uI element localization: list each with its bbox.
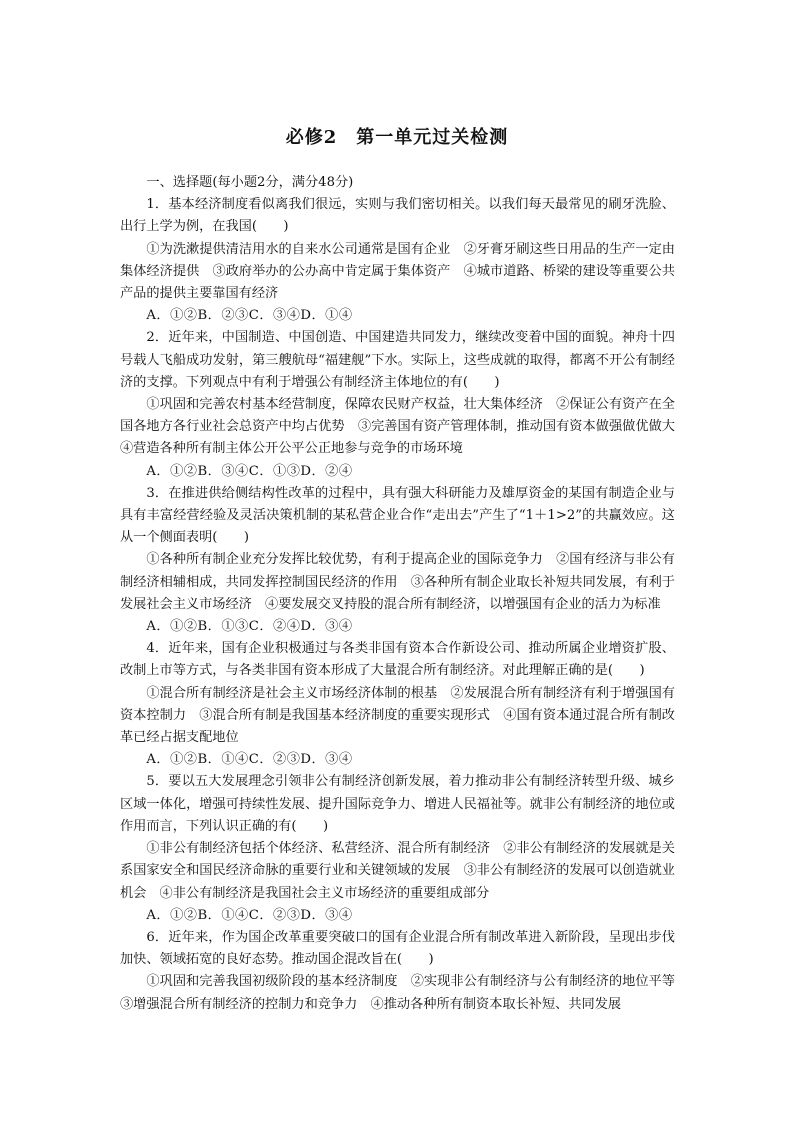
question-items: ①各种所有制企业充分发挥比较优势，有利于提高企业的国际竞争力 ②国有经济与非公有制经济相辅相成，共同发挥控制国民经济的作用 ③各种所有制企业取长补短共同发展，有利于发展社会主义市场经济 ④要发展交叉持股的混合所有制经济，以增强国有企业的活力为标准 bbox=[120, 552, 675, 612]
question-items: ①巩固和完善我国初级阶段的基本经济制度 ②实现非公有制经济与公有制经济的地位平等 ③增强混合所有制经济的控制力和竞争力 ④推动各种所有制资本取长补短、共同发展 bbox=[120, 974, 689, 1012]
question-stem: 2．近年来，中国制造、中国创造、中国建造共同发力，继续改变着中国的面貌。神舟十四号载人飞船成功发射，第三艘航母“福建舰”下水。实际上，这些成就的取得，都离不开公有制经济的支撑。下列观点中有利于增强公有制经济主体地位的有( ) bbox=[120, 330, 675, 390]
question-options: A．①②B．③④C．①③D．②④ bbox=[146, 463, 353, 479]
question-stem: 6．近年来，作为国企改革重要突破口的国有企业混合所有制改革进入新阶段，呈现出步伐加快、领域拓宽的良好态势。推动国企混改旨在( ) bbox=[120, 929, 675, 968]
question-list bbox=[120, 172, 689, 1016]
question-stem: 1．基本经济制度看似离我们很远，实则与我们密切相关。以我们每天最常见的刷牙洗脸、出行上学为例，在我国( ) bbox=[120, 197, 675, 235]
page-title: 必修2 第一单元过关检测 bbox=[285, 127, 509, 148]
section-heading: 一、选择题(每小题2分，满分48分) bbox=[146, 175, 354, 190]
question-items: ①为洗漱提供清洁用水的自来水公司通常是国有企业 ②牙膏牙刷这些日用品的生产一定由集体经济提供 ③政府举办的公办高中肯定属于集体资产 ④城市道路、桥梁的建设等重要公共产品的提供主要靠国有经济 bbox=[120, 241, 675, 302]
question-options: A．①②B．①③C．②④D．③④ bbox=[146, 619, 353, 635]
question-stem: 4．近年来，国有企业积极通过与各类非国有资本合作新设公司、推动所属企业增资扩股、改制上市等方式，与各类非国有资本形成了大量混合所有制经济。对此理解正确的是( ) bbox=[120, 641, 675, 679]
question-options: A．①②B．①④C．②③D．③④ bbox=[146, 752, 353, 768]
question-options: A．①②B．②③C．③④D．①④ bbox=[146, 308, 353, 324]
question-items: ①巩固和完善农村基本经营制度，保障农民财产权益，壮大集体经济 ②保证公有资产在全国各地方各行业社会总资产中均占优势 ③完善国有资产管理体制，推动国有资本做强做优做大 ④营造各种所有制主体公开公平公正地参与竞争的市场环境 bbox=[120, 397, 689, 457]
question-items: ①非公有制经济包括个体经济、私营经济、混合所有制经济 ②非公有制经济的发展就是关系国家安全和国民经济命脉的重要行业和关键领域的发展 ③非公有制经济的发展可以创造就业机会 ④非公有制经济是我国社会主义市场经济的重要组成部分 bbox=[120, 841, 675, 901]
question-stem: 5．要以五大发展理念引领非公有制经济创新发展，着力推动非公有制经济转型升级、城乡区域一体化，增强可持续性发展、提升国际竞争力、增进人民福祉等。就非公有制经济的地位或作用而言，下列认识正确的有( ) bbox=[120, 774, 675, 834]
question-stem: 3．在推进供给侧结构性改革的过程中，具有强大科研能力及雄厚资金的某国有制造企业与具有丰富经营经验及灵活决策机制的某私营企业合作“走出去”产生了“1＋1>2”的共赢效应。这从一个侧面表明( ) bbox=[120, 485, 675, 546]
question-items: ①混合所有制经济是社会主义市场经济体制的根基 ②发展混合所有制经济有利于增强国有资本控制力 ③混合所有制是我国基本经济制度的重要实现形式 ④国有资本通过混合所有制改革已经占据支配地位 bbox=[120, 685, 675, 746]
question-options: A．①②B．①④C．②③D．③④ bbox=[146, 907, 353, 923]
